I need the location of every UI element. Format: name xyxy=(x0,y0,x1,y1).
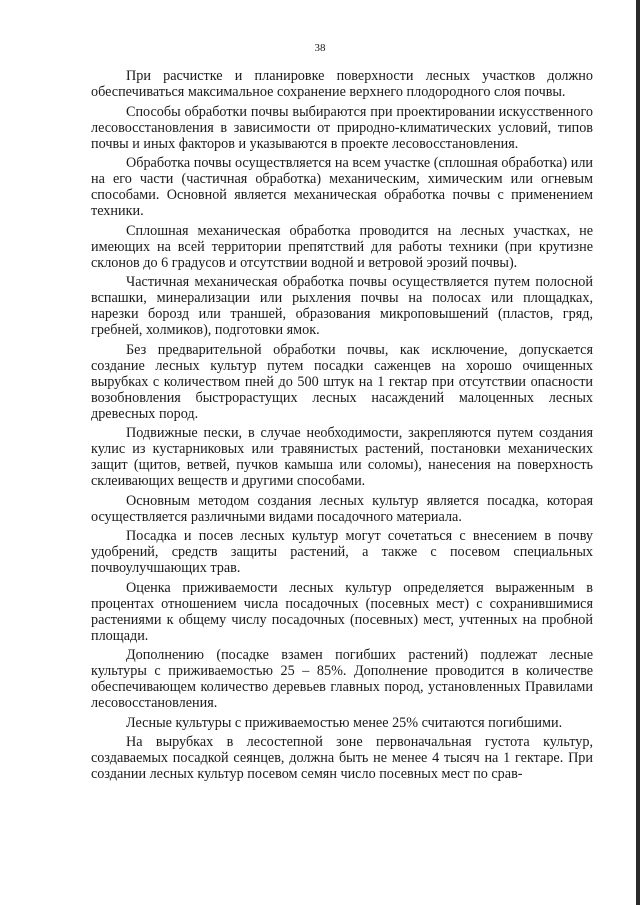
paragraph-13: На вырубках в лесостепной зоне первоначальная густота культур, создаваемых посадкой сеянцев, должна быть не менее 4 тысяч на 1 гектаре. При создании лесных культур посевом семян число посевных мест по срав- xyxy=(91,734,593,782)
paragraph-2: Способы обработки почвы выбираются при проектировании искусственного лесовосстановления в зависимости от природно-климатических условий, типов почвы и иных факторов и указываются в проекте лесовосстановления. xyxy=(91,103,593,152)
paragraph-12: Лесные культуры с приживаемостью менее 25% считаются погибшими. xyxy=(126,714,563,731)
paragraph-1: При расчистке и планировке поверхности лесных участков должно обеспечиваться максимальное сохранение верхнего плодородного слоя почвы. xyxy=(91,68,593,100)
paragraph-8: Основным методом создания лесных культур является посадка, которая осуществляется различными видами посадочного материала. xyxy=(91,492,593,525)
paragraph-10: Оценка приживаемости лесных культур определяется выраженным в процентах отношением числа посадочных (посевных мест) с сохранившимися растениями к общему числу посадочных (посевных) мест, учтенных на пробной площади. xyxy=(91,579,593,644)
scan-edge-shadow xyxy=(636,0,640,905)
paragraph-9: Посадка и посев лесных культур могут сочетаться с внесением в почву удобрений, средств защиты растений, а также с посевом специальных почвоулучшающих трав. xyxy=(91,528,593,576)
paragraph-4: Сплошная механическая обработка проводится на лесных участках, не имеющих на всей территории препятствий для работы техники (при крутизне склонов до 6 градусов и отсутствии водной и ветровой эрозий почвы). xyxy=(91,222,593,271)
paragraph-6: Без предварительной обработки почвы, как исключение, допускается создание лесных культур путем посадки саженцев на хорошо очищенных вырубках с количеством пней до 500 штук на 1 гектар при отсутствии опасности возобновления быстрорастущих лесных насаждений малоценных лесных древесных пород. xyxy=(91,341,593,422)
paragraph-11: Дополнению (посадке взамен погибших растений) подлежат лесные культуры с приживаемостью 25 – 85%. Дополнение проводится в количестве обеспечивающем количество деревьев главных пород, установленных Правилами лесовосстановления. xyxy=(91,647,593,711)
paragraph-5: Частичная механическая обработка почвы осуществляется путем полосной вспашки, минерализации или рыхления почвы на полосах или площадках, нарезки борозд или траншей, образования микроповышений (пластов, гряд, гребней, холмиков), подготовки ямок. xyxy=(91,274,593,338)
document-body xyxy=(91,68,593,786)
paragraph-3: Обработка почвы осуществляется на всем участке (сплошная обработка) или на его части (частичная обработка) механическим, химическим или огневым способами. Основной является механическая обработка почвы с применением техники. xyxy=(91,155,593,219)
page-number: 38 xyxy=(314,42,326,54)
paragraph-7: Подвижные пески, в случае необходимости, закрепляются путем создания кулис из кустарниковых или травянистых растений, постановки механических защит (щитов, ветвей, пучков камыша или соломы), нанесения на поверхность склеивающих веществ и другими способами. xyxy=(91,425,593,489)
